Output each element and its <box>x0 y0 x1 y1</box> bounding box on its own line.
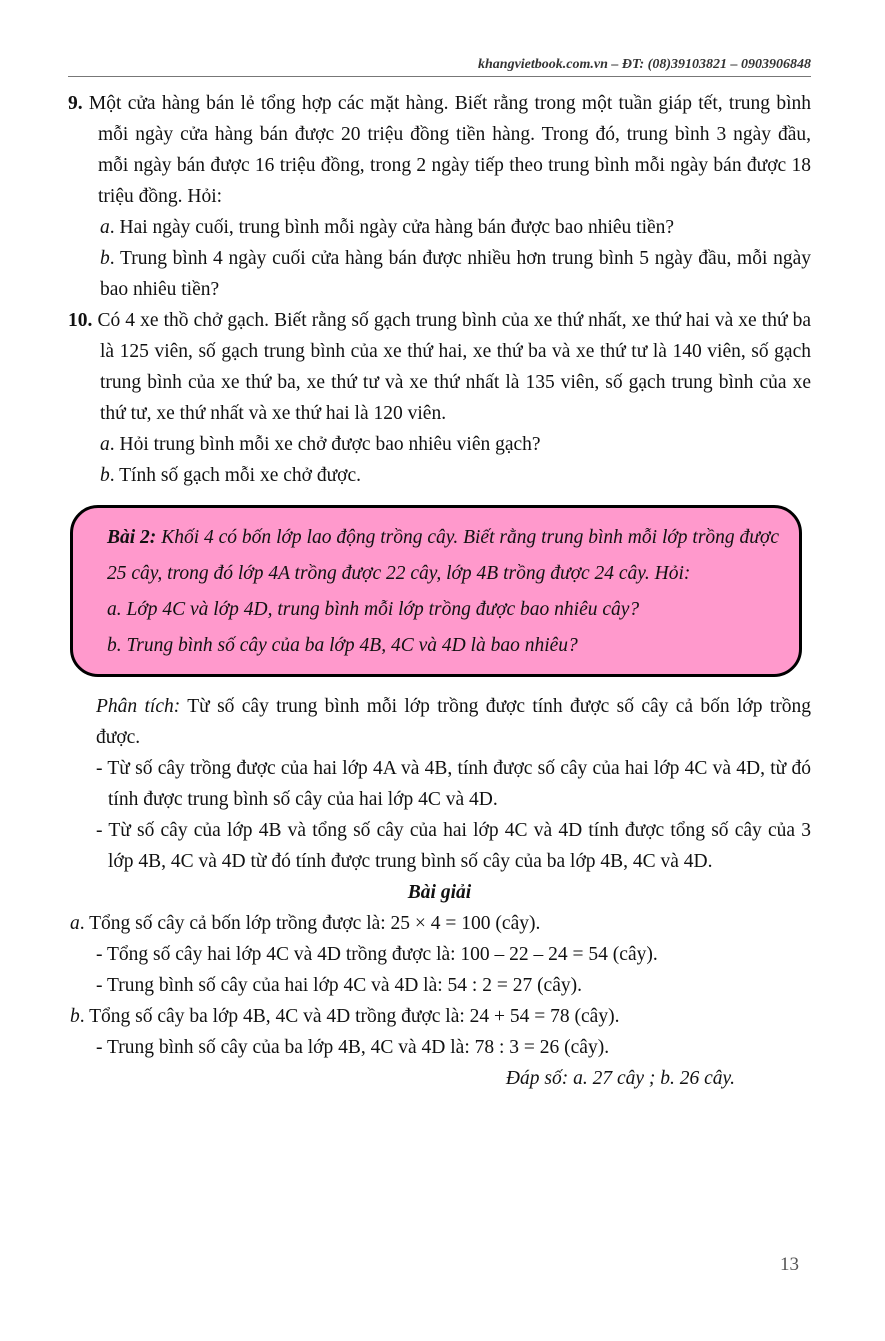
page-content <box>68 88 811 1094</box>
problem-9-part-b <box>68 243 811 305</box>
part-label: b <box>100 248 110 269</box>
analysis-label: Phân tích: <box>96 696 181 717</box>
problem-text: Có 4 xe thồ chở gạch. Biết rằng số gạch trung bình của xe thứ nhất, xe thứ hai và xe thứ ba là 125 viên, số gạch trung bình của xe thứ hai, xe thứ ba và xe thứ tư là 140 viên, số gạch trung bình của xe thứ ba, xe thứ tư và xe thứ nhất là 135 viên, số gạch trung bình của xe thứ tư, xe thứ nhất và xe thứ hai là 120 viên. <box>97 310 812 424</box>
solution-a <box>68 908 811 939</box>
part-text: . Trung bình 4 ngày cuối cửa hàng bán được nhiều hơn trung bình 5 ngày đầu, mỗi ngày bao nhiêu tiền? <box>100 248 811 300</box>
part-label: b <box>100 465 110 486</box>
solution-step: - Trung bình số cây của ba lớp 4B, 4C và 4D là: 78 : 3 = 26 (cây). <box>96 1037 610 1058</box>
example-text: Khối 4 có bốn lớp lao động trồng cây. Biết rằng trung bình mỗi lớp trồng được 25 cây, trong đó lớp 4A trồng được 22 cây, lớp 4B trồng được 24 cây. Hỏi: <box>107 527 779 584</box>
problem-9 <box>68 88 811 212</box>
example-part-a: a. Lớp 4C và lớp 4D, trung bình mỗi lớp trồng được bao nhiêu cây? <box>107 599 640 620</box>
header-rule <box>68 76 811 77</box>
problem-9-part-a <box>68 212 811 243</box>
analysis-point: - Từ số cây của lớp 4B và tổng số cây của hai lớp 4C và 4D tính được tổng số cây của 3 lớp 4B, 4C và 4D từ đó tính được trung bình số cây của ba lớp 4B, 4C và 4D. <box>96 820 811 872</box>
solution-a-label: a <box>70 913 80 934</box>
part-text: . Hai ngày cuối, trung bình mỗi ngày cửa hàng bán được bao nhiêu tiền? <box>109 217 675 238</box>
problem-text: Một cửa hàng bán lẻ tổng hợp các mặt hàng. Biết rằng trong một tuần giáp tết, trung bình mỗi ngày cửa hàng bán được 20 triệu đồng tiền hàng. Trong đó, trung bình 3 ngày đầu, mỗi ngày bán được 16 triệu đồng, trong 2 ngày tiếp theo trung bình mỗi ngày bán được 18 triệu đồng. Hỏi: <box>88 93 812 207</box>
part-label: a <box>100 217 110 238</box>
part-text: . Tính số gạch mỗi xe chở được. <box>109 465 361 486</box>
page-header: khangvietbook.com.vn – ĐT: (08)39103821 – 0903906848 <box>478 57 811 72</box>
solution-heading: Bài giải <box>407 882 472 903</box>
solution-b <box>68 1001 811 1032</box>
example-label: Bài 2: <box>107 527 157 548</box>
page-number: 13 <box>780 1254 799 1275</box>
analysis-text: Từ số cây trung bình mỗi lớp trồng được tính được số cây cả bốn lớp trồng được. <box>96 696 811 748</box>
solution-b-label: b <box>70 1006 80 1027</box>
problem-number: 10. <box>68 310 93 331</box>
problem-number: 9. <box>68 93 83 114</box>
part-label: a <box>100 434 110 455</box>
solution-step: - Tổng số cây hai lớp 4C và 4D trồng được là: 100 – 22 – 24 = 54 (cây). <box>96 944 658 965</box>
example-statement <box>107 520 779 592</box>
problem-10-part-a <box>68 429 811 460</box>
example-box <box>70 505 802 677</box>
part-text: . Hỏi trung bình mỗi xe chở được bao nhiêu viên gạch? <box>109 434 541 455</box>
example-part-b: b. Trung bình số cây của ba lớp 4B, 4C và 4D là bao nhiêu? <box>107 635 578 656</box>
analysis-point: - Từ số cây trồng được của hai lớp 4A và 4B, tính được số cây của hai lớp 4C và 4D, từ đó tính được trung bình số cây của hai lớp 4C và 4D. <box>96 758 811 810</box>
solution-a-text: . Tổng số cây cả bốn lớp trồng được là: 25 × 4 = 100 (cây). <box>79 913 541 934</box>
analysis-intro <box>68 691 811 753</box>
problem-10 <box>68 305 811 429</box>
solution-step: - Trung bình số cây của hai lớp 4C và 4D là: 54 : 2 = 27 (cây). <box>96 975 582 996</box>
final-answer: Đáp số: a. 27 cây ; b. 26 cây. <box>505 1068 735 1089</box>
solution-b-text: . Tổng số cây ba lớp 4B, 4C và 4D trồng được là: 24 + 54 = 78 (cây). <box>79 1006 620 1027</box>
problem-10-part-b <box>68 460 811 491</box>
